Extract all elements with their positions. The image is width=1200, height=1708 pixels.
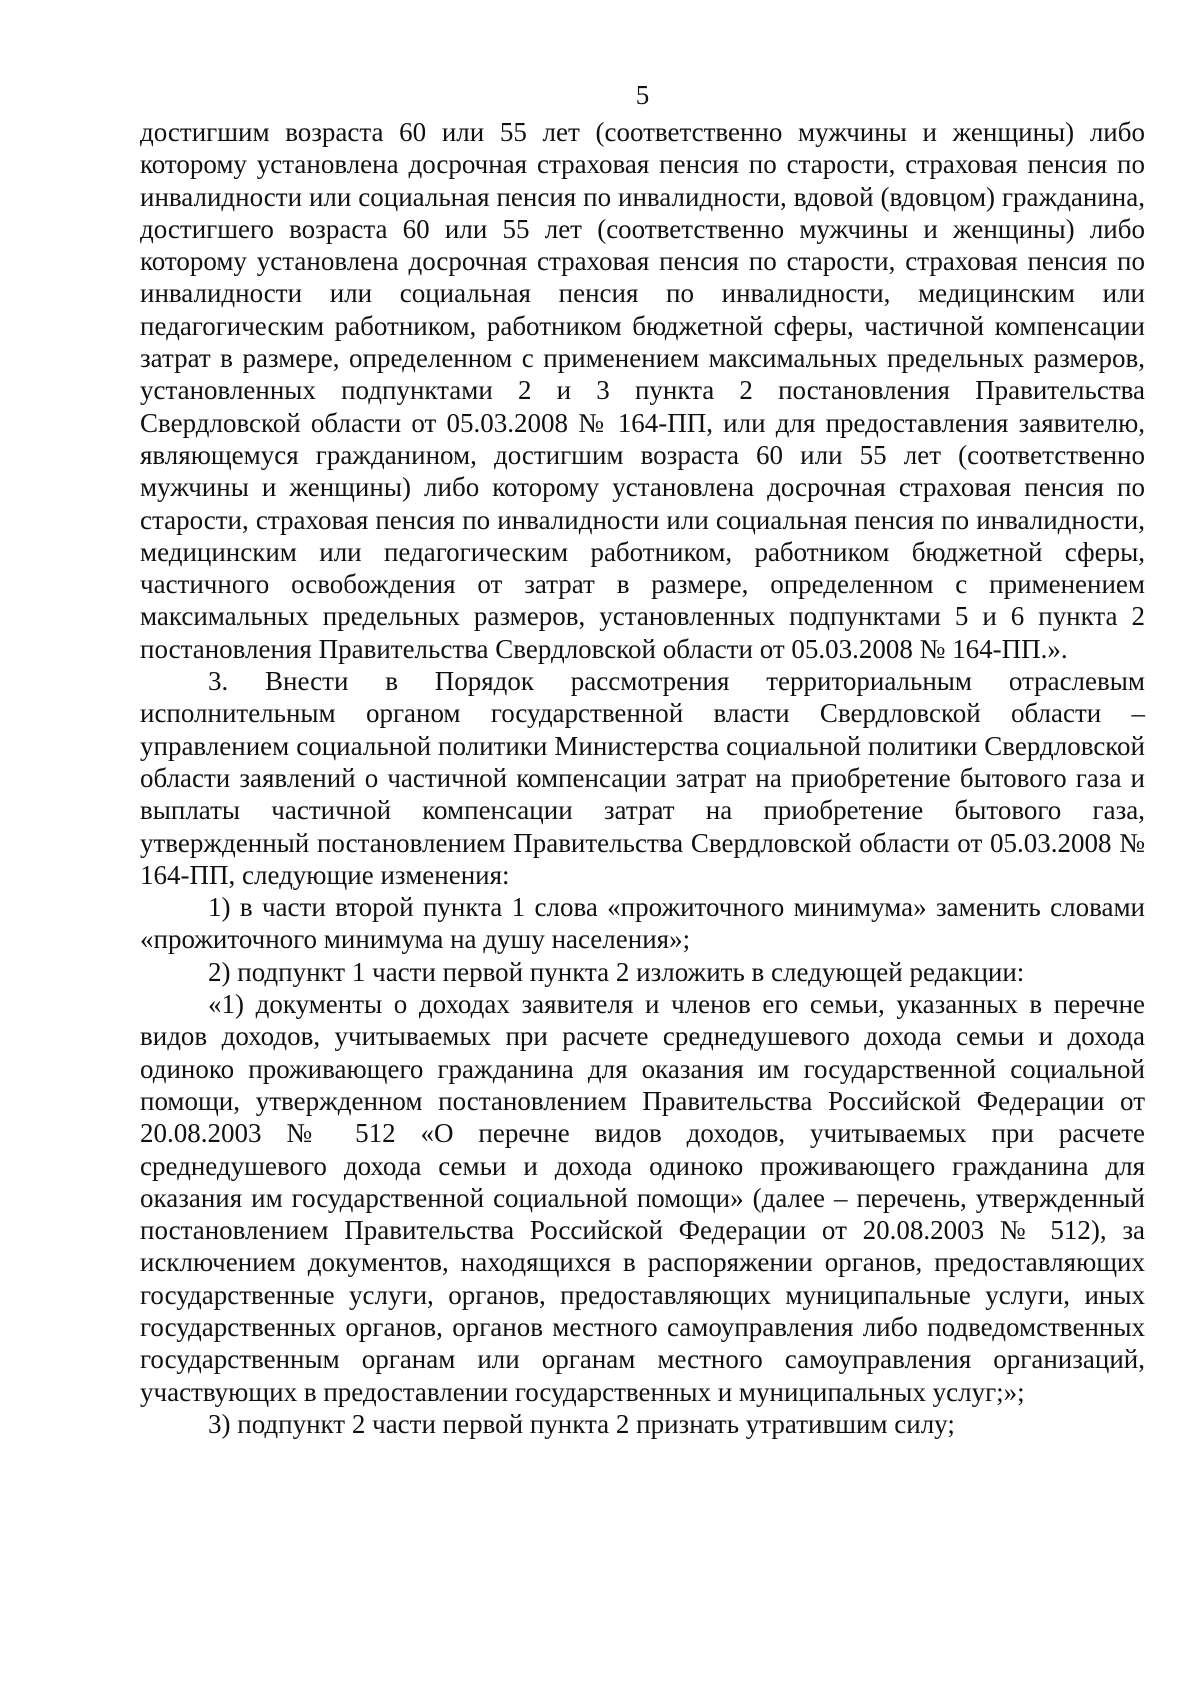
page-number: 5 xyxy=(635,80,650,110)
paragraph-subitem-1: 1) в части второй пункта 1 слова «прожиточного минимума» заменить словами «прожиточного минимума на душу населения»; xyxy=(140,892,1145,955)
paragraph-quoted-subitem: «1) документы о доходах заявителя и членов его семьи, указанных в перечне видов доходов, учитываемых при расчете среднедушевого дохода семьи и дохода одиноко проживающего гражданина для оказания им государственной социальной помощи, утвержденном постановлением Правительства Российской Федерации от 20.08.2003 № 512 «О перечне видов доходов, учитываемых при расчете среднедушевого дохода семьи и дохода одиноко проживающего гражданина для оказания им государственной социальной помощи» (далее – перечень, утвержденный постановлением Правительства Российской Федерации от 20.08.2003 № 512), за исключением документов, находящихся в распоряжении органов, предоставляющих государственные услуги, органов, предоставляющих муниципальные услуги, иных государственных органов, органов местного самоуправления либо подведомственных государственным органам или органам местного самоуправления организаций, участвующих в предоставлении государственных и муниципальных услуг;»; xyxy=(140,989,1145,1407)
paragraph-subitem-2: 2) подпункт 1 части первой пункта 2 изложить в следующей редакции: xyxy=(208,956,1025,987)
paragraph-subitem-3: 3) подпункт 2 части первой пункта 2 признать утратившим силу; xyxy=(208,1408,955,1439)
paragraph-continuation: достигшим возраста 60 или 55 лет (соответственно мужчины и женщины) либо которому установлена досрочная страховая пенсия по старости, страховая пенсия по инвалидности или социальная пенсия по инвалидности, вдовой (вдовцом) гражданина, достигшего возраста 60 или 55 лет (соответственно мужчины и женщины) либо которому установлена досрочная страховая пенсия по старости, страховая пенсия по инвалидности или социальная пенсия по инвалидности, медицинским или педагогическим работником, работником бюджетной сферы, частичной компенсации затрат в размере, определенном с применением максимальных предельных размеров, установленных подпунктами 2 и 3 пункта 2 постановления Правительства Свердловской области от 05.03.2008 № 164-ПП, или для предоставления заявителю, являющемуся гражданином, достигшим возраста 60 или 55 лет (соответственно мужчины и женщины) либо которому установлена досрочная страховая пенсия по старости, страховая пенсия по инвалидности или социальная пенсия по инвалидности, медицинским или педагогическим работником, работником бюджетной сферы, частичного освобождения от затрат в размере, определенном с применением максимальных предельных размеров, установленных подпунктами 5 и 6 пункта 2 постановления Правительства Свердловской области от 05.03.2008 № 164-ПП.». xyxy=(140,117,1145,664)
document-page xyxy=(140,78,1145,1440)
paragraph-item-3: 3. Внести в Порядок рассмотрения территориальным отраслевым исполнительным органом государственной власти Свердловской области – управлением социальной политики Министерства социальной политики Свердловской области заявлений о частичной компенсации затрат на приобретение бытового газа и выплаты частичной компенсации затрат на приобретение бытового газа, утвержденный постановлением Правительства Свердловской области от 05.03.2008 № 164-ПП, следующие изменения: xyxy=(140,666,1145,890)
